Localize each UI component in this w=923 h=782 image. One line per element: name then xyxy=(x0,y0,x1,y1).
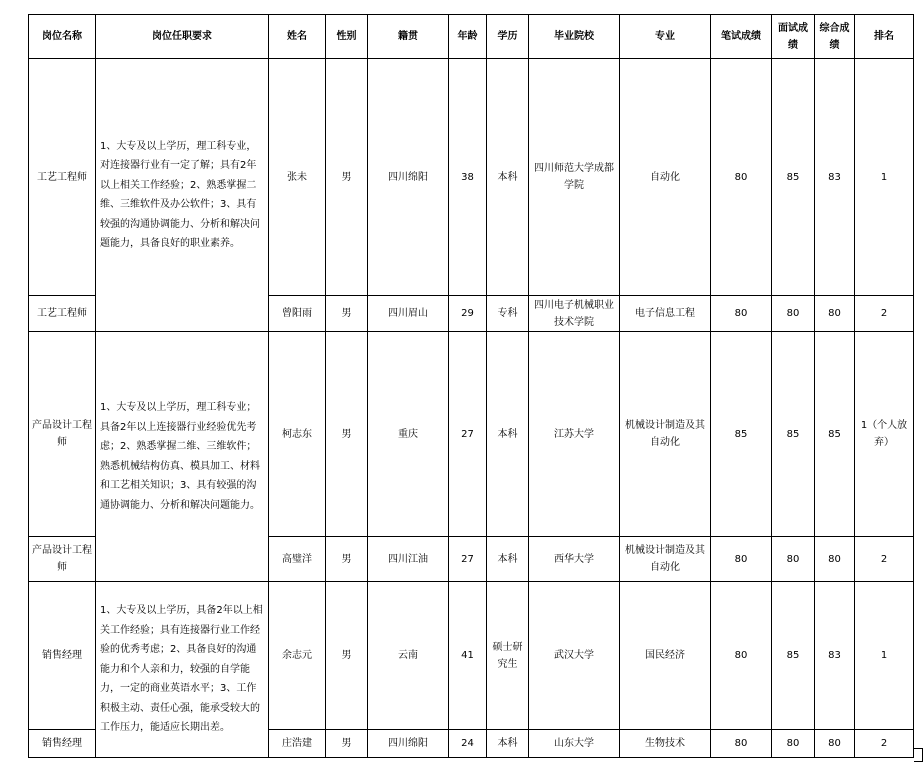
major-cell: 自动化 xyxy=(620,59,711,296)
origin-cell: 四川绵阳 xyxy=(368,59,449,296)
age-cell: 38 xyxy=(449,59,487,296)
header-row xyxy=(29,15,914,59)
written-score-cell: 80 xyxy=(711,582,772,730)
school-cell: 四川电子机械职业技术学院 xyxy=(529,296,620,332)
position-cell: 工艺工程师 xyxy=(29,59,96,296)
page-corner-mark xyxy=(914,748,923,762)
header-name: 姓名 xyxy=(269,15,326,59)
school-cell: 武汉大学 xyxy=(529,582,620,730)
interview-score-cell: 80 xyxy=(772,730,815,758)
rank-cell: 2 xyxy=(855,296,914,332)
rank-cell: 2 xyxy=(855,537,914,582)
name-cell: 张未 xyxy=(269,59,326,296)
header-rank: 排名 xyxy=(855,15,914,59)
rank-cell: 2 xyxy=(855,730,914,758)
education-cell: 本科 xyxy=(487,730,529,758)
major-cell: 生物技术 xyxy=(620,730,711,758)
position-cell: 产品设计工程师 xyxy=(29,332,96,537)
interview-score-cell: 85 xyxy=(772,332,815,537)
school-cell: 西华大学 xyxy=(529,537,620,582)
header-interview-score: 面试成绩 xyxy=(772,15,815,59)
header-age: 年龄 xyxy=(449,15,487,59)
position-cell: 销售经理 xyxy=(29,582,96,730)
interview-score-cell: 80 xyxy=(772,537,815,582)
table-row xyxy=(29,582,914,730)
overall-score-cell: 80 xyxy=(815,296,855,332)
education-cell: 本科 xyxy=(487,537,529,582)
major-cell: 电子信息工程 xyxy=(620,296,711,332)
age-cell: 24 xyxy=(449,730,487,758)
position-cell: 销售经理 xyxy=(29,730,96,758)
gender-cell: 男 xyxy=(326,537,368,582)
overall-score-cell: 83 xyxy=(815,582,855,730)
written-score-cell: 80 xyxy=(711,59,772,296)
header-written-score: 笔试成绩 xyxy=(711,15,772,59)
major-cell: 国民经济 xyxy=(620,582,711,730)
requirements-cell: 1、大专及以上学历，理工科专业，对连接器行业有一定了解；具有2年以上相关工作经验；2、熟悉掌握二维、三维软件及办公软件；3、具有较强的沟通协调能力、分析和解决问题能力，具备良好的职业素养。 xyxy=(96,59,269,332)
school-cell: 江苏大学 xyxy=(529,332,620,537)
rank-cell: 1（个人放弃） xyxy=(855,332,914,537)
requirements-cell: 1、大专及以上学历，理工科专业；具备2年以上连接器行业经验优先考虑；2、熟悉掌握二维、三维软件；熟悉机械结构仿真、模具加工、材料和工艺相关知识；3、具有较强的沟通协调能力、分析和解决问题能力。 xyxy=(96,332,269,582)
origin-cell: 四川绵阳 xyxy=(368,730,449,758)
written-score-cell: 80 xyxy=(711,296,772,332)
name-cell: 庄浩建 xyxy=(269,730,326,758)
education-cell: 硕士研究生 xyxy=(487,582,529,730)
age-cell: 27 xyxy=(449,537,487,582)
requirements-cell: 1、大专及以上学历，具备2年以上相关工作经验；具有连接器行业工作经验的优秀考虑；2、具备良好的沟通能力和个人亲和力，较强的自学能力，一定的商业英语水平；3、工作积极主动、责任心强，能承受较大的工作压力，能适应长期出差。 xyxy=(96,582,269,758)
interview-score-cell: 80 xyxy=(772,296,815,332)
interview-score-cell: 85 xyxy=(772,582,815,730)
candidate-score-table xyxy=(28,14,914,758)
name-cell: 高璧洋 xyxy=(269,537,326,582)
written-score-cell: 80 xyxy=(711,730,772,758)
position-cell: 产品设计工程师 xyxy=(29,537,96,582)
overall-score-cell: 85 xyxy=(815,332,855,537)
rank-cell: 1 xyxy=(855,582,914,730)
header-overall-score: 综合成绩 xyxy=(815,15,855,59)
written-score-cell: 80 xyxy=(711,537,772,582)
major-cell: 机械设计制造及其自动化 xyxy=(620,537,711,582)
school-cell: 四川师范大学成都学院 xyxy=(529,59,620,296)
header-origin: 籍贯 xyxy=(368,15,449,59)
header-school: 毕业院校 xyxy=(529,15,620,59)
origin-cell: 云南 xyxy=(368,582,449,730)
education-cell: 本科 xyxy=(487,59,529,296)
name-cell: 余志元 xyxy=(269,582,326,730)
table-row xyxy=(29,59,914,296)
overall-score-cell: 80 xyxy=(815,730,855,758)
major-cell: 机械设计制造及其自动化 xyxy=(620,332,711,537)
header-gender: 性别 xyxy=(326,15,368,59)
header-major: 专业 xyxy=(620,15,711,59)
table-row xyxy=(29,332,914,537)
gender-cell: 男 xyxy=(326,296,368,332)
name-cell: 柯志东 xyxy=(269,332,326,537)
gender-cell: 男 xyxy=(326,582,368,730)
rank-cell: 1 xyxy=(855,59,914,296)
origin-cell: 重庆 xyxy=(368,332,449,537)
overall-score-cell: 83 xyxy=(815,59,855,296)
gender-cell: 男 xyxy=(326,332,368,537)
origin-cell: 四川江油 xyxy=(368,537,449,582)
education-cell: 专科 xyxy=(487,296,529,332)
gender-cell: 男 xyxy=(326,730,368,758)
age-cell: 27 xyxy=(449,332,487,537)
overall-score-cell: 80 xyxy=(815,537,855,582)
origin-cell: 四川眉山 xyxy=(368,296,449,332)
position-cell: 工艺工程师 xyxy=(29,296,96,332)
interview-score-cell: 85 xyxy=(772,59,815,296)
header-position: 岗位名称 xyxy=(29,15,96,59)
written-score-cell: 85 xyxy=(711,332,772,537)
school-cell: 山东大学 xyxy=(529,730,620,758)
name-cell: 曾阳雨 xyxy=(269,296,326,332)
age-cell: 29 xyxy=(449,296,487,332)
header-education: 学历 xyxy=(487,15,529,59)
gender-cell: 男 xyxy=(326,59,368,296)
header-requirements: 岗位任职要求 xyxy=(96,15,269,59)
age-cell: 41 xyxy=(449,582,487,730)
education-cell: 本科 xyxy=(487,332,529,537)
